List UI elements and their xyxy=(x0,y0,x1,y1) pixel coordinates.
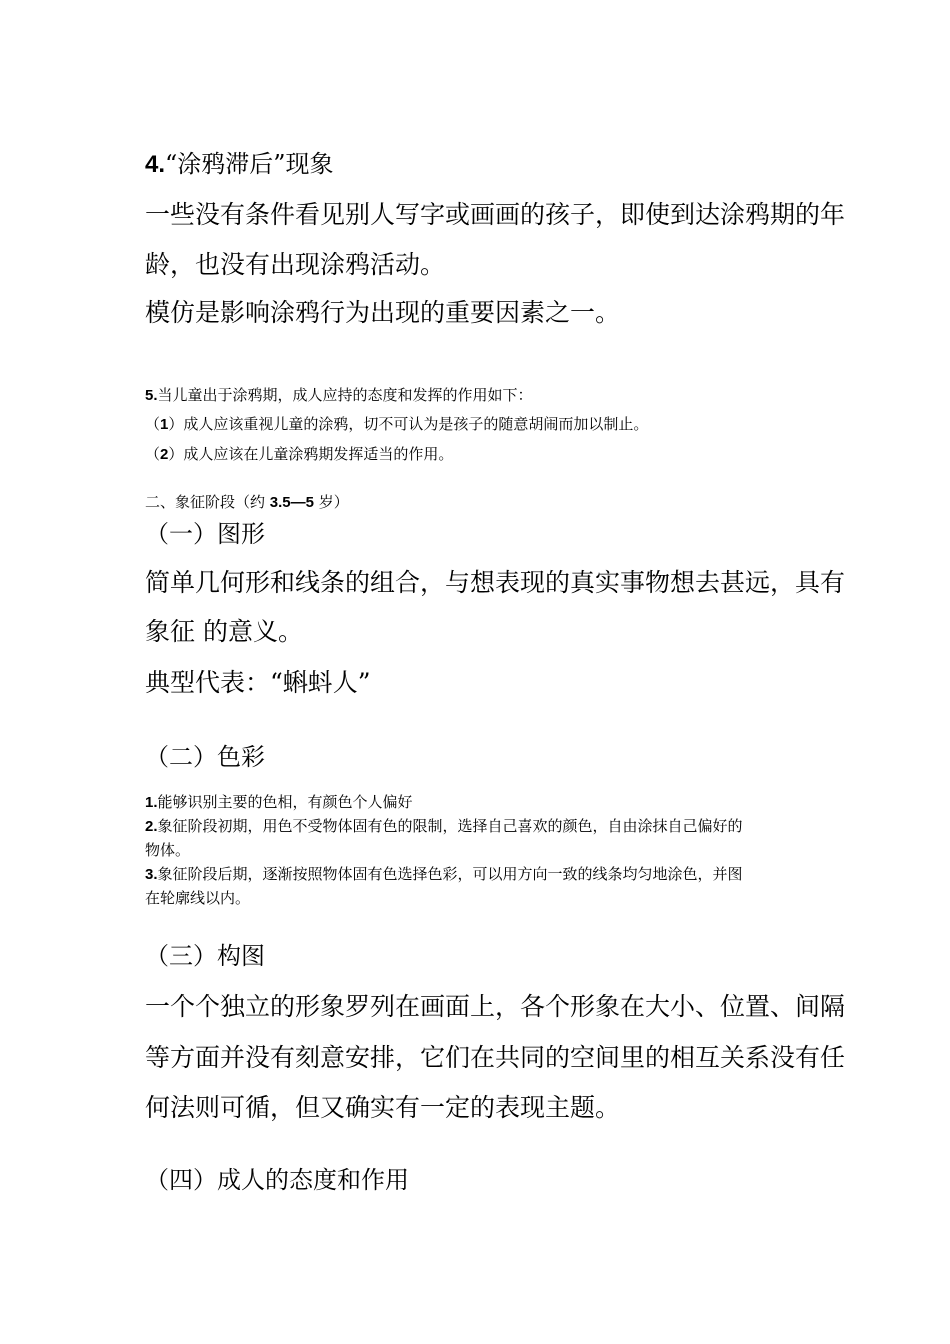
paragraph-line: 象征 的意义。 xyxy=(145,617,303,646)
subsection-heading: （一）图形 xyxy=(145,520,265,548)
stage-title: 二、象征阶段（约 3.5—5 岁） xyxy=(145,493,349,511)
paragraph-line: 一些没有条件看见别人写字或画画的孩子，即使到达涂鸦期的年 xyxy=(145,200,846,229)
list-item: （2）成人应该在儿童涂鸦期发挥适当的作用。 xyxy=(145,445,454,463)
paragraph-line: 典型代表：“蝌蚪人” xyxy=(145,668,371,697)
section-5-heading xyxy=(145,385,533,406)
section-number: 4. xyxy=(145,151,166,178)
section-title: 当儿童出于涂鸦期，成人应持的态度和发挥的作用如下： xyxy=(157,386,533,404)
list-number: 3. xyxy=(145,866,158,883)
list-item: （1）成人应该重视儿童的涂鸦，切不可认为是孩子的随意胡闹而加以制止。 xyxy=(145,415,649,433)
list-number: 2. xyxy=(145,818,158,835)
list-number: 2 xyxy=(160,446,169,463)
list-number: 1 xyxy=(160,416,169,433)
paragraph-line: 等方面并没有刻意安排，它们在共同的空间里的相互关系没有任 xyxy=(145,1043,846,1072)
paragraph-line: 模仿是影响涂鸦行为出现的重要因素之一。 xyxy=(145,298,621,327)
section-title: “涂鸦滞后”现象 xyxy=(165,150,334,178)
section-number: 5. xyxy=(145,387,158,404)
paragraph-line: 简单几何形和线条的组合，与想表现的真实事物想去甚远，具有 xyxy=(145,568,846,597)
list-item-continued: 物体。 xyxy=(145,841,191,859)
paragraph-line: 龄，也没有出现涂鸦活动。 xyxy=(145,250,446,279)
subsection-heading: （二）色彩 xyxy=(145,743,265,771)
list-item: 1.能够识别主要的色相，有颜色个人偏好 xyxy=(145,793,413,811)
list-number: 1. xyxy=(145,794,158,811)
list-item: 3.象征阶段后期，逐渐按照物体固有色选择色彩，可以用方向一致的线条均匀地涂色，并图 xyxy=(145,865,743,883)
paragraph-line: 何法则可循，但又确实有一定的表现主题。 xyxy=(145,1093,621,1122)
paragraph-line: 一个个独立的形象罗列在画面上，各个形象在大小、位置、间隔 xyxy=(145,992,846,1021)
list-item-continued: 在轮廓线以内。 xyxy=(145,889,251,907)
subsection-heading: （三）构图 xyxy=(145,942,265,970)
section-4-heading xyxy=(145,150,334,179)
list-item: 2.象征阶段初期，用色不受物体固有色的限制，选择自己喜欢的颜色，自由涂抹自己偏好的 xyxy=(145,817,743,835)
subsection-heading: （四）成人的态度和作用 xyxy=(145,1166,409,1194)
